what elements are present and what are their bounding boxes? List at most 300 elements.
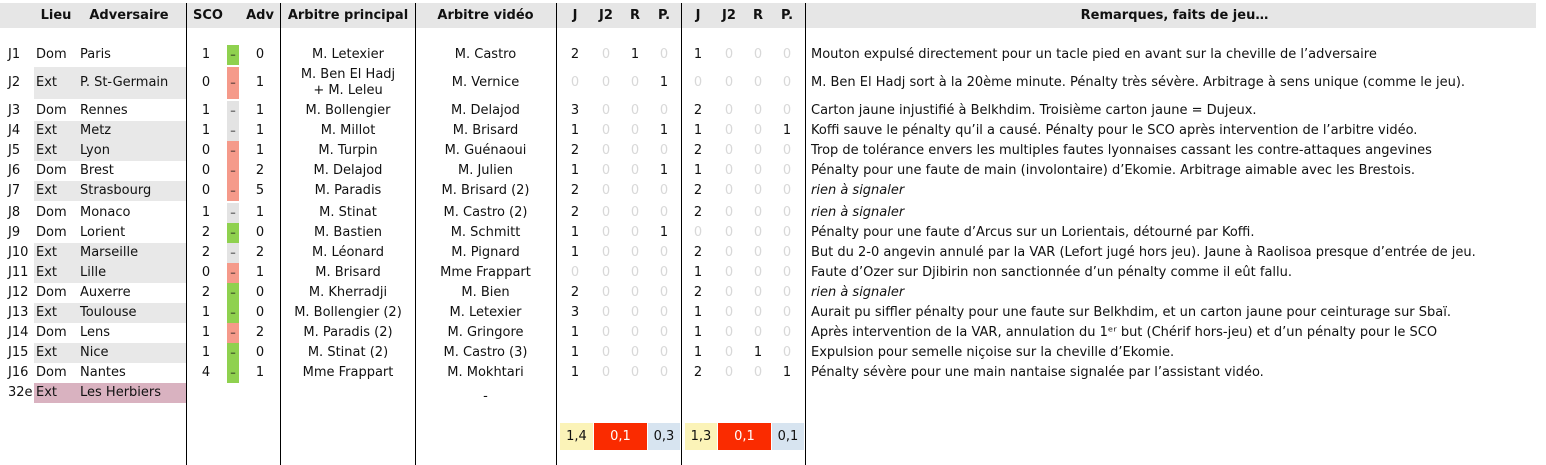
row-remarque: Faute d’Ozer sur Djibirin non sanctionnée d’un pénalty comme il eût fallu. xyxy=(811,265,1293,280)
row-journee: J12 xyxy=(8,285,29,300)
row-lieu: Dom xyxy=(36,285,67,300)
avg-p: 0,3 xyxy=(648,423,680,450)
row-count-j: 2 xyxy=(570,183,580,198)
row-arbitre-video: M. Schmitt xyxy=(450,225,521,240)
row-arbitre-video: M. Gringore xyxy=(447,325,524,340)
row-adversaire: Monaco xyxy=(80,205,131,220)
row-arbitre-principal: M. Stinat (2) xyxy=(307,345,389,360)
row-count-p-b: 0 xyxy=(782,75,792,90)
row-count-r-b: 0 xyxy=(753,47,763,62)
result-bar: – xyxy=(227,303,239,323)
row-arbitre-video: M. Bien xyxy=(461,285,510,300)
row-count-r-b: 0 xyxy=(753,225,763,240)
row-count-r: 0 xyxy=(630,123,640,138)
avg-r-b: 0,1 xyxy=(718,423,771,450)
row-score-adv: 1 xyxy=(255,103,265,118)
row-remarque: rien à signaler xyxy=(811,183,905,198)
row-adversaire: Metz xyxy=(78,121,186,141)
row-count-p: 0 xyxy=(659,285,669,300)
row-count-j2-b: 0 xyxy=(724,245,734,260)
row-adversaire: Nantes xyxy=(80,365,126,380)
row-count-j-b: 2 xyxy=(693,285,703,300)
next-journee: 32e xyxy=(8,385,33,400)
row-score-sco: 0 xyxy=(201,143,211,158)
row-count-j2: 0 xyxy=(601,365,611,380)
row-count-j2-b: 0 xyxy=(724,183,734,198)
row-adversaire: P. St-Germain xyxy=(78,67,186,99)
row-count-j2-b: 0 xyxy=(724,365,734,380)
row-arbitre-principal: M. Paradis (2) xyxy=(303,325,393,340)
row-count-p: 0 xyxy=(659,265,669,280)
row-count-j2: 0 xyxy=(601,47,611,62)
row-adversaire: Paris xyxy=(80,47,111,62)
row-count-j: 2 xyxy=(570,205,580,220)
result-bar: – xyxy=(227,45,239,65)
row-count-r: 0 xyxy=(630,143,640,158)
header-adv: Adv xyxy=(246,8,274,23)
result-bar: – xyxy=(227,67,239,99)
row-count-r: 0 xyxy=(630,265,640,280)
row-count-j2-b: 0 xyxy=(724,103,734,118)
row-remarque: rien à signaler xyxy=(811,285,905,300)
row-journee: J8 xyxy=(8,205,21,220)
row-count-p: 0 xyxy=(659,345,669,360)
row-arbitre-principal: M. Kherradji xyxy=(308,285,388,300)
row-count-p-b: 0 xyxy=(782,325,792,340)
row-arbitre-principal: M. Brisard xyxy=(315,265,381,280)
row-adversaire: Strasbourg xyxy=(78,181,186,201)
result-bar: – xyxy=(227,283,239,303)
row-remarque: rien à signaler xyxy=(811,205,905,220)
row-count-p: 1 xyxy=(659,163,669,178)
row-adversaire: Nice xyxy=(78,343,186,363)
avg-r: 0,1 xyxy=(594,423,647,450)
row-lieu: Ext xyxy=(34,343,78,363)
avg-j-b: 1,3 xyxy=(685,423,717,450)
row-count-r: 0 xyxy=(630,245,640,260)
row-arbitre-principal: M. Stinat xyxy=(319,205,377,220)
header-arbitre-video: Arbitre vidéo xyxy=(437,8,534,23)
row-arbitre-principal: M. Turpin xyxy=(318,143,378,158)
row-count-j2: 0 xyxy=(601,103,611,118)
row-arbitre-video: M. Julien xyxy=(457,163,513,178)
header-p: P. xyxy=(657,8,671,23)
row-count-r-b: 0 xyxy=(753,205,763,220)
result-bar: – xyxy=(227,243,239,263)
row-arbitre-video: M. Castro xyxy=(454,47,517,62)
row-arbitre-principal: M. Paradis xyxy=(314,183,382,198)
row-lieu: Dom xyxy=(36,325,67,340)
row-score-sco: 1 xyxy=(201,47,211,62)
row-count-r: 0 xyxy=(630,285,640,300)
result-bar: – xyxy=(227,141,239,161)
row-arbitre-video: M. Castro (3) xyxy=(443,345,528,360)
row-remarque: Pénalty sévère pour une main nantaise signalée par l’assistant vidéo. xyxy=(811,365,1264,380)
row-count-p-b: 0 xyxy=(782,163,792,178)
header-r-b: R xyxy=(752,8,763,23)
row-count-j2: 0 xyxy=(601,245,611,260)
row-count-p-b: 0 xyxy=(782,103,792,118)
row-count-j2-b: 0 xyxy=(724,143,734,158)
row-count-j-b: 1 xyxy=(693,305,703,320)
row-adversaire: Lyon xyxy=(78,141,186,161)
header-p-b: P. xyxy=(780,8,794,23)
row-count-j: 3 xyxy=(570,305,580,320)
row-count-j-b: 1 xyxy=(693,325,703,340)
row-count-j: 1 xyxy=(570,325,580,340)
row-count-r-b: 0 xyxy=(753,103,763,118)
row-score-adv: 0 xyxy=(255,285,265,300)
row-score-sco: 0 xyxy=(201,265,211,280)
row-score-adv: 2 xyxy=(255,163,265,178)
row-count-j2-b: 0 xyxy=(724,123,734,138)
row-count-j-b: 2 xyxy=(693,205,703,220)
row-count-r: 0 xyxy=(630,183,640,198)
header-j2: J2 xyxy=(599,8,613,23)
row-count-j: 1 xyxy=(570,245,580,260)
row-lieu: Dom xyxy=(36,103,67,118)
row-journee: J3 xyxy=(8,103,21,118)
row-remarque: Carton jaune injustifié à Belkhdim. Troisième carton jaune = Dujeux. xyxy=(811,103,1257,118)
row-adversaire: Brest xyxy=(80,163,114,178)
row-score-adv: 2 xyxy=(255,325,265,340)
row-count-p: 1 xyxy=(659,75,669,90)
row-count-j2: 0 xyxy=(601,225,611,240)
row-count-r-b: 0 xyxy=(753,75,763,90)
row-count-p: 0 xyxy=(659,143,669,158)
row-count-r: 0 xyxy=(630,103,640,118)
row-score-sco: 1 xyxy=(201,103,211,118)
row-count-p: 0 xyxy=(659,183,669,198)
row-arbitre-principal: M. Bastien xyxy=(313,225,383,240)
row-count-j: 1 xyxy=(570,345,580,360)
row-count-r-b: 0 xyxy=(753,365,763,380)
row-count-j-b: 1 xyxy=(693,265,703,280)
row-score-sco: 1 xyxy=(201,205,211,220)
row-count-j2-b: 0 xyxy=(724,305,734,320)
row-lieu: Dom xyxy=(36,205,67,220)
result-bar: – xyxy=(227,101,239,121)
row-count-j: 2 xyxy=(570,47,580,62)
row-count-j-b: 1 xyxy=(693,123,703,138)
row-count-j2: 0 xyxy=(601,163,611,178)
row-count-j2-b: 0 xyxy=(724,225,734,240)
row-count-j2-b: 0 xyxy=(724,285,734,300)
row-count-p-b: 1 xyxy=(782,123,792,138)
header-lieu: Lieu xyxy=(40,8,72,23)
row-arbitre-principal: Mme Frappart xyxy=(302,365,394,380)
row-score-sco: 1 xyxy=(201,123,211,138)
row-score-adv: 5 xyxy=(255,183,265,198)
row-count-r: 0 xyxy=(630,345,640,360)
row-score-adv: 0 xyxy=(255,305,265,320)
row-count-r: 1 xyxy=(630,47,640,62)
row-count-p: 0 xyxy=(659,205,669,220)
row-count-j2-b: 0 xyxy=(724,205,734,220)
row-remarque: Expulsion pour semelle niçoise sur la cheville d’Ekomie. xyxy=(811,345,1175,360)
row-count-p: 0 xyxy=(659,365,669,380)
row-arbitre-video: M. Castro (2) xyxy=(443,205,528,220)
avg-p-b: 0,1 xyxy=(772,423,804,450)
row-journee: J16 xyxy=(8,365,29,380)
row-arbitre-video: M. Guénaoui xyxy=(444,143,527,158)
row-score-sco: 2 xyxy=(201,285,211,300)
row-score-sco: 0 xyxy=(201,75,211,90)
row-count-j2: 0 xyxy=(601,143,611,158)
row-count-p-b: 0 xyxy=(782,345,792,360)
row-remarque: M. Ben El Hadj sort à la 20ème minute. Pénalty très sévère. Arbitrage à sens unique (comme le jeu). xyxy=(811,75,1466,90)
row-count-j-b: 1 xyxy=(693,47,703,62)
row-count-j-b: 2 xyxy=(693,183,703,198)
row-count-p: 0 xyxy=(659,305,669,320)
header-j2-b: J2 xyxy=(722,8,736,23)
row-score-sco: 4 xyxy=(201,365,211,380)
row-adversaire: Lille xyxy=(78,263,186,283)
row-count-p: 0 xyxy=(659,325,669,340)
row-remarque: Après intervention de la VAR, annulation du 1ᵉʳ but (Chérif hors-jeu) et d’un pénalty pour le SCO xyxy=(811,325,1438,340)
result-bar: – xyxy=(227,363,239,383)
row-count-j: 2 xyxy=(570,143,580,158)
row-lieu: Ext xyxy=(34,181,78,201)
row-arbitre-video: M. Letexier xyxy=(449,305,522,320)
row-lieu: Ext xyxy=(34,67,78,99)
row-count-j-b: 2 xyxy=(693,143,703,158)
row-count-j2: 0 xyxy=(601,183,611,198)
column-divider xyxy=(805,3,806,465)
row-arbitre-principal: M. Delajod xyxy=(313,163,383,178)
row-count-j-b: 1 xyxy=(693,345,703,360)
row-score-adv: 0 xyxy=(255,225,265,240)
row-adversaire: Marseille xyxy=(78,243,186,263)
row-count-j2: 0 xyxy=(601,123,611,138)
row-count-j2-b: 0 xyxy=(724,163,734,178)
column-divider xyxy=(186,3,187,465)
row-count-p-b: 0 xyxy=(782,305,792,320)
result-bar: – xyxy=(227,121,239,141)
row-adversaire: Lens xyxy=(80,325,111,340)
row-arbitre-video: M. Delajod xyxy=(451,103,520,118)
row-count-j2-b: 0 xyxy=(724,47,734,62)
row-arbitre-video: M. Pignard xyxy=(451,245,520,260)
row-arbitre-principal: M. Ben El Hadj xyxy=(300,67,396,82)
row-count-j2-b: 0 xyxy=(724,75,734,90)
row-arbitre-principal: M. Letexier xyxy=(311,47,384,62)
row-arbitre-video: M. Brisard xyxy=(452,123,519,138)
row-count-j2: 0 xyxy=(601,285,611,300)
column-divider xyxy=(681,3,682,465)
row-lieu: Ext xyxy=(34,243,78,263)
row-score-sco: 0 xyxy=(201,183,211,198)
row-score-adv: 1 xyxy=(255,265,265,280)
row-lieu: Dom xyxy=(36,47,67,62)
row-count-p-b: 0 xyxy=(782,183,792,198)
row-journee: J2 xyxy=(8,75,21,90)
row-count-p-b: 1 xyxy=(782,365,792,380)
row-count-j: 1 xyxy=(570,123,580,138)
avg-j: 1,4 xyxy=(560,423,593,450)
row-count-j: 1 xyxy=(570,365,580,380)
result-bar: – xyxy=(227,323,239,343)
row-count-r: 0 xyxy=(630,225,640,240)
row-score-sco: 1 xyxy=(201,345,211,360)
row-count-p: 0 xyxy=(659,47,669,62)
row-count-p: 1 xyxy=(659,225,669,240)
row-score-adv: 1 xyxy=(255,205,265,220)
row-count-r-b: 0 xyxy=(753,143,763,158)
row-remarque: Pénalty pour une faute de main (involontaire) d’Ekomie. Arbitrage aimable avec les Brestois. xyxy=(811,163,1415,178)
row-count-r: 0 xyxy=(630,75,640,90)
row-count-j-b: 2 xyxy=(693,365,703,380)
result-bar: – xyxy=(227,343,239,363)
row-count-j: 3 xyxy=(570,103,580,118)
next-lieu: Ext xyxy=(34,383,78,403)
row-count-j2: 0 xyxy=(601,75,611,90)
row-count-r: 0 xyxy=(630,365,640,380)
next-adversaire: Les Herbiers xyxy=(78,383,186,403)
row-arbitre-principal: M. Bollengier xyxy=(305,103,391,118)
row-count-p-b: 0 xyxy=(782,285,792,300)
row-remarque: Mouton expulsé directement pour un tacle pied en avant sur la cheville de l’adversaire xyxy=(811,47,1377,62)
row-count-j-b: 0 xyxy=(693,225,703,240)
row-remarque: Aurait pu siffler pénalty pour une faute sur Belkhdim, et un carton jaune pour ceinturage sur Sbaï. xyxy=(811,305,1452,320)
header-remarques: Remarques, faits de jeu… xyxy=(1080,8,1269,23)
row-journee: J10 xyxy=(8,245,29,260)
row-journee: J5 xyxy=(8,143,21,158)
row-journee: J4 xyxy=(8,123,21,138)
row-score-adv: 0 xyxy=(255,345,265,360)
column-divider xyxy=(556,3,557,465)
row-arbitre-video: M. Brisard (2) xyxy=(441,183,530,198)
row-score-adv: 0 xyxy=(255,47,265,62)
row-score-sco: 0 xyxy=(201,163,211,178)
row-count-p-b: 0 xyxy=(782,205,792,220)
row-count-j2: 0 xyxy=(601,325,611,340)
row-score-sco: 1 xyxy=(201,325,211,340)
row-count-r: 0 xyxy=(630,163,640,178)
row-arbitre-video: M. Vernice xyxy=(451,75,520,90)
result-bar: – xyxy=(227,161,239,181)
row-lieu: Dom xyxy=(36,225,67,240)
row-count-j2: 0 xyxy=(601,265,611,280)
result-bar: – xyxy=(227,181,239,201)
row-count-r-b: 0 xyxy=(753,305,763,320)
row-journee: J15 xyxy=(8,345,29,360)
row-count-j-b: 1 xyxy=(693,163,703,178)
row-count-p-b: 0 xyxy=(782,245,792,260)
row-lieu: Dom xyxy=(36,365,67,380)
row-count-j2: 0 xyxy=(601,345,611,360)
row-arbitre-principal: M. Bollengier (2) xyxy=(294,305,402,320)
row-arbitre-principal: M. Léonard xyxy=(311,245,385,260)
row-count-p-b: 0 xyxy=(782,47,792,62)
row-count-j2: 0 xyxy=(601,305,611,320)
row-count-j: 1 xyxy=(570,163,580,178)
header-adversaire: Adversaire xyxy=(89,8,169,23)
row-remarque: But du 2-0 angevin annulé par la VAR (Lefort jugé hors jeu). Jaune à Raolisoa presque d’entrée de jeu. xyxy=(811,245,1476,260)
row-adversaire: Lorient xyxy=(80,225,126,240)
row-score-adv: 1 xyxy=(255,123,265,138)
row-remarque: Trop de tolérance envers les multiples fautes lyonnaises cassant les contre-attaques angevines xyxy=(811,143,1432,158)
row-count-r-b: 0 xyxy=(753,325,763,340)
row-journee: J1 xyxy=(8,47,21,62)
row-count-j: 0 xyxy=(570,265,580,280)
row-count-j2-b: 0 xyxy=(724,265,734,280)
row-count-j-b: 2 xyxy=(693,103,703,118)
row-count-j2: 0 xyxy=(601,205,611,220)
row-score-adv: 1 xyxy=(255,143,265,158)
column-divider xyxy=(280,3,281,465)
row-arbitre-principal-2: + M. Leleu xyxy=(313,83,383,98)
row-count-j: 1 xyxy=(570,225,580,240)
row-arbitre-principal: M. Millot xyxy=(320,123,376,138)
row-count-p-b: 0 xyxy=(782,143,792,158)
row-journee: J9 xyxy=(8,225,21,240)
row-score-adv: 1 xyxy=(255,75,265,90)
row-score-sco: 2 xyxy=(201,245,211,260)
row-count-r-b: 0 xyxy=(753,183,763,198)
row-lieu: Ext xyxy=(34,263,78,283)
result-bar: – xyxy=(227,263,239,283)
row-remarque: Pénalty pour une faute d’Arcus sur un Lorientais, détourné par Koffi. xyxy=(811,225,1255,240)
row-journee: J14 xyxy=(8,325,29,340)
row-journee: J7 xyxy=(8,183,21,198)
row-count-r: 0 xyxy=(630,305,640,320)
row-arbitre-video: M. Mokhtari xyxy=(447,365,524,380)
header-r: R xyxy=(629,8,640,23)
row-count-r-b: 0 xyxy=(753,285,763,300)
row-count-j: 0 xyxy=(570,75,580,90)
row-lieu: Ext xyxy=(34,121,78,141)
row-journee: J11 xyxy=(8,265,29,280)
row-adversaire: Toulouse xyxy=(78,303,186,323)
row-count-r: 0 xyxy=(630,325,640,340)
row-count-p-b: 0 xyxy=(782,265,792,280)
row-adversaire: Auxerre xyxy=(80,285,131,300)
header-j-b: J xyxy=(695,8,701,23)
row-count-r-b: 0 xyxy=(753,265,763,280)
row-count-j2-b: 0 xyxy=(724,325,734,340)
header-sco: SCO xyxy=(193,8,223,23)
row-count-p: 1 xyxy=(659,123,669,138)
row-lieu: Dom xyxy=(36,163,67,178)
row-journee: J6 xyxy=(8,163,21,178)
row-journee: J13 xyxy=(8,305,29,320)
row-count-r-b: 0 xyxy=(753,123,763,138)
column-divider xyxy=(415,3,416,465)
row-count-j: 2 xyxy=(570,285,580,300)
row-count-j-b: 2 xyxy=(693,245,703,260)
row-count-j2-b: 0 xyxy=(724,345,734,360)
row-remarque: Koffi sauve le pénalty qu’il a causé. Pénalty pour le SCO après intervention de l’arbitre vidéo. xyxy=(811,123,1418,138)
row-score-sco: 2 xyxy=(201,225,211,240)
result-bar: – xyxy=(227,223,239,243)
header-j: J xyxy=(572,8,578,23)
row-count-j-b: 0 xyxy=(693,75,703,90)
row-score-adv: 1 xyxy=(255,365,265,380)
row-arbitre-video: Mme Frappart xyxy=(440,265,531,280)
row-adversaire: Rennes xyxy=(80,103,128,118)
next-video: - xyxy=(483,389,488,404)
row-score-sco: 1 xyxy=(201,305,211,320)
row-score-adv: 2 xyxy=(255,245,265,260)
row-count-r: 0 xyxy=(630,205,640,220)
row-count-p: 0 xyxy=(659,245,669,260)
row-count-r-b: 0 xyxy=(753,245,763,260)
row-count-p: 0 xyxy=(659,103,669,118)
row-count-p-b: 0 xyxy=(782,225,792,240)
header-arbitre-principal: Arbitre principal xyxy=(287,8,409,23)
row-lieu: Ext xyxy=(34,303,78,323)
